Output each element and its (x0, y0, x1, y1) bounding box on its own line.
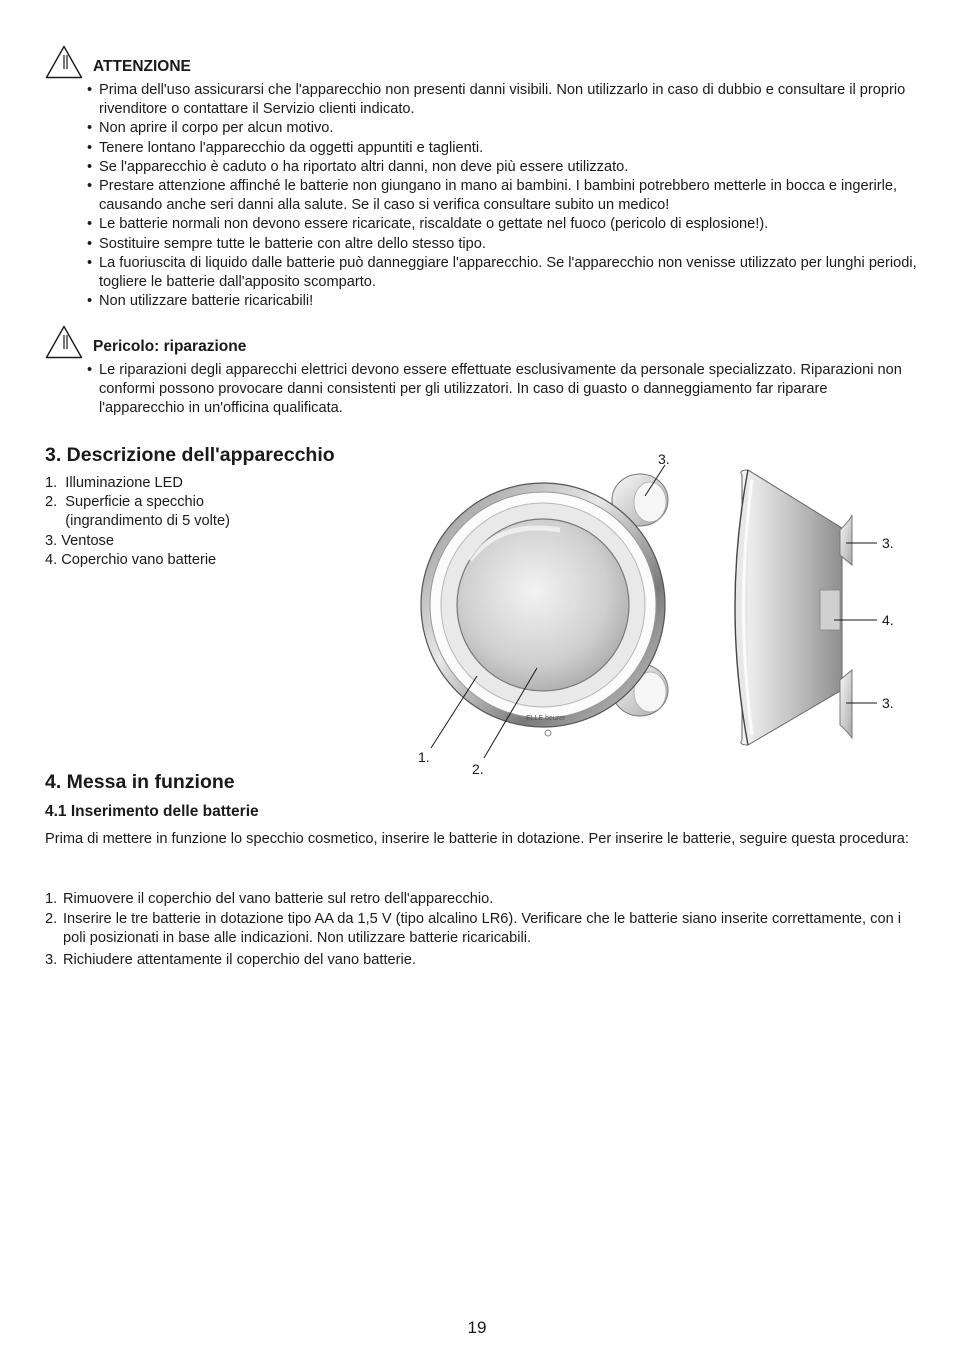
warning-bullet-item: • Prestare attenzione affinché le batterie non giungano in mano ai bambini. I bambini potrebbero metterle in bocca e ingerirle, causando anche seri danni alla salute. Se il caso si verifica consultare subito un medico! (87, 177, 925, 215)
mirror-side-view (735, 470, 852, 745)
callout-front-1: 1. (418, 749, 430, 765)
side-suction-cup-bottom (840, 670, 852, 738)
warning-title: ATTENZIONE (93, 58, 191, 75)
section-4-1-heading: 4.1 Inserimento delle batterie (45, 803, 259, 820)
battery-cover (820, 590, 840, 630)
step-text: Richiudere attentamente il coperchio del vano batterie. (63, 951, 416, 968)
component-list-item: 1. Illuminazione LED (45, 475, 183, 491)
callout-front-3: 3. (658, 451, 670, 467)
component-list-item: 2. Superficie a specchio (45, 494, 204, 511)
section-4-heading: 4. Messa in funzione (45, 771, 235, 793)
component-list-item: 3. Ventose (45, 532, 114, 549)
section-3-heading: 3. Descrizione dell'apparecchio (45, 444, 335, 466)
component-list-item: 4. Coperchio vano batterie (45, 551, 217, 568)
warning-bullet-item: • Prima dell'uso assicurarsi che l'apparecchio non presenti danni visibili. Non utilizzarlo in caso di dubbio e consultare il proprio rivenditore o contattare il Servizio clienti indicato. (87, 81, 925, 119)
power-button-icon (545, 730, 551, 736)
section-4-intro: Prima di mettere in funzione lo specchio cosmetico, inserire le batterie in dotazione. Per inserire le batterie, seguire questa procedura: (45, 831, 909, 847)
callout-side-3a: 3. (882, 535, 894, 551)
warning-bullet-item: • Non aprire il corpo per alcun motivo. (87, 119, 925, 138)
warning-bullet-item: • La fuoriuscita di liquido dalle batterie può danneggiare l'apparecchio. Se l'apparecchio non venisse utilizzato per lunghi periodi, togliere le batterie dall'apposito scomparto. (87, 254, 925, 292)
callout-front-2: 2. (472, 761, 484, 777)
warning-bullet-item: • Non utilizzare batterie ricaricabili! (87, 292, 925, 311)
warning-bullet-item: • Le batterie normali non devono essere ricaricate, riscaldate o gettate nel fuoco (pericolo di esplosione!). (87, 215, 925, 234)
step-text: Inserire le tre batterie in dotazione tipo AA da 1,5 V (tipo alcalino LR6). Verificare che le batterie siano inserite correttamente, con i poli posizionati in base alle indicazioni. Non utilizzare batterie ricaricabili. (63, 911, 901, 947)
warning-bullet-item: • Sostituire sempre tutte le batterie con altre dello stesso tipo. (87, 235, 925, 254)
warning-bullet-item: • Le riparazioni degli apparecchi elettrici devono essere effettuate esclusivamente da personale specializzato. Riparazioni non conformi possono provocare danni consistenti per gli utilizzatori. In caso di guasto o danneggiamento far riparare l'apparecchio in un'officina qualificata. (87, 361, 917, 419)
installation-steps (45, 890, 915, 972)
warning-bullet-item: • Tenere lontano l'apparecchio da oggetti appuntiti e taglienti. (87, 139, 925, 158)
page-number: 19 (467, 1318, 487, 1337)
warning-title: Pericolo: riparazione (93, 338, 247, 355)
step-item (45, 951, 915, 970)
step-number: 2. (45, 911, 58, 928)
callout-side-3b: 3. (882, 695, 894, 711)
step-number: 1. (45, 891, 58, 907)
brand-mark: ELLE beurer (526, 715, 566, 722)
step-item (45, 890, 915, 909)
callout-side-4: 4. (882, 612, 894, 628)
component-list-item: (ingrandimento di 5 volte) (45, 513, 230, 530)
step-item (45, 910, 915, 948)
step-text: Rimuovere il coperchio del vano batterie sul retro dell'apparecchio. (63, 891, 494, 907)
warning-bullet-item: • Se l'apparecchio è caduto o ha riportato altri danni, non deve più essere utilizzato. (87, 158, 925, 177)
step-number: 3. (45, 951, 58, 968)
